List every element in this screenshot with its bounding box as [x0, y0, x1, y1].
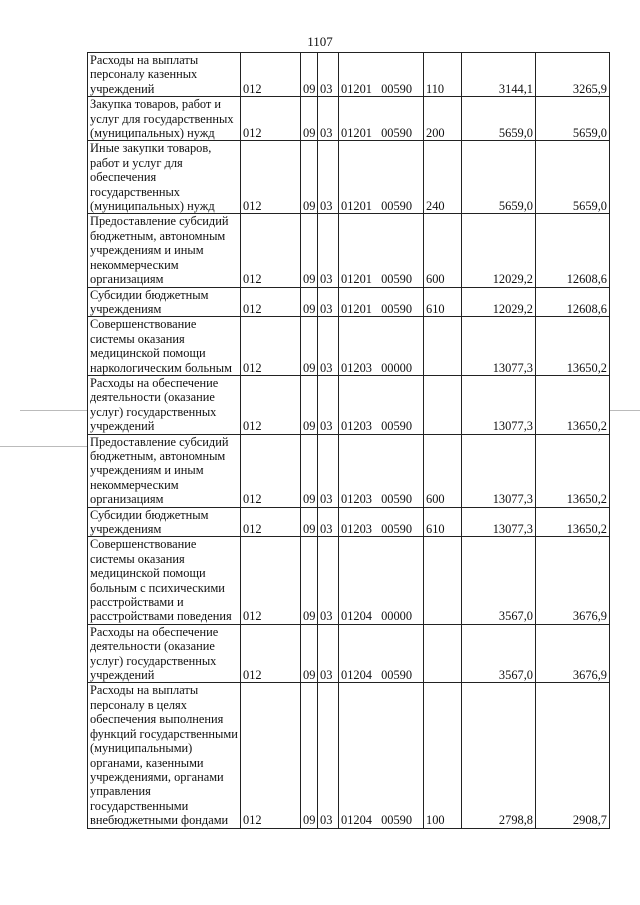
row-sum-year2: 13650,2 [536, 375, 610, 434]
row-name: Совершенствование системы оказания медицинской помощи наркологическим больным [88, 317, 241, 376]
row-subsection-code: 03 [318, 141, 339, 214]
row-section-code: 09 [301, 434, 318, 507]
row-expense-type: 610 [424, 287, 462, 317]
row-target-article: 01204 00000 [339, 537, 424, 624]
row-subsection-code: 03 [318, 317, 339, 376]
row-name: Иные закупки товаров, работ и услуг для обеспечения государственных (муниципальных) нужд [88, 141, 241, 214]
table-row [88, 375, 610, 434]
row-ved-code: 012 [241, 97, 301, 141]
row-sum-year2: 13650,2 [536, 507, 610, 537]
row-sum-year1: 5659,0 [462, 141, 536, 214]
row-subsection-code: 03 [318, 97, 339, 141]
table-row [88, 683, 610, 828]
row-target-article: 01203 00590 [339, 375, 424, 434]
table-row [88, 507, 610, 537]
row-ved-code: 012 [241, 507, 301, 537]
row-section-code: 09 [301, 683, 318, 828]
budget-table [87, 52, 610, 829]
table-row [88, 141, 610, 214]
table-row [88, 434, 610, 507]
table-row [88, 97, 610, 141]
row-subsection-code: 03 [318, 683, 339, 828]
row-sum-year1: 12029,2 [462, 287, 536, 317]
table-row [88, 53, 610, 97]
row-sum-year1: 3144,1 [462, 53, 536, 97]
row-name: Предоставление субсидий бюджетным, автономным учреждениям и иным некоммерческим организациям [88, 214, 241, 287]
row-sum-year1: 13077,3 [462, 434, 536, 507]
row-ved-code: 012 [241, 141, 301, 214]
row-name: Совершенствование системы оказания медицинской помощи больным с психическими расстройствами и расстройствами поведения [88, 537, 241, 624]
row-target-article: 01203 00000 [339, 317, 424, 376]
row-target-article: 01204 00590 [339, 624, 424, 683]
row-target-article: 01201 00590 [339, 53, 424, 97]
row-section-code: 09 [301, 537, 318, 624]
scan-artifact-line [0, 446, 88, 447]
row-sum-year2: 5659,0 [536, 97, 610, 141]
row-name: Расходы на обеспечение деятельности (оказание услуг) государственных учреждений [88, 624, 241, 683]
row-name: Расходы на обеспечение деятельности (оказание услуг) государственных учреждений [88, 375, 241, 434]
row-expense-type [424, 624, 462, 683]
row-sum-year1: 2798,8 [462, 683, 536, 828]
row-name: Закупка товаров, работ и услуг для государственных (муниципальных) нужд [88, 97, 241, 141]
row-ved-code: 012 [241, 53, 301, 97]
row-sum-year1: 3567,0 [462, 624, 536, 683]
row-sum-year1: 13077,3 [462, 507, 536, 537]
row-section-code: 09 [301, 141, 318, 214]
row-subsection-code: 03 [318, 375, 339, 434]
row-sum-year2: 13650,2 [536, 317, 610, 376]
table-row [88, 537, 610, 624]
row-sum-year2: 2908,7 [536, 683, 610, 828]
table-row [88, 287, 610, 317]
row-sum-year2: 5659,0 [536, 141, 610, 214]
row-expense-type [424, 375, 462, 434]
row-ved-code: 012 [241, 214, 301, 287]
row-target-article: 01203 00590 [339, 434, 424, 507]
row-expense-type: 600 [424, 214, 462, 287]
row-target-article: 01201 00590 [339, 287, 424, 317]
table-row [88, 317, 610, 376]
row-subsection-code: 03 [318, 537, 339, 624]
row-sum-year2: 3676,9 [536, 537, 610, 624]
row-ved-code: 012 [241, 317, 301, 376]
row-name: Субсидии бюджетным учреждениям [88, 287, 241, 317]
row-subsection-code: 03 [318, 434, 339, 507]
row-expense-type: 100 [424, 683, 462, 828]
row-subsection-code: 03 [318, 214, 339, 287]
row-subsection-code: 03 [318, 287, 339, 317]
row-section-code: 09 [301, 375, 318, 434]
row-name: Субсидии бюджетным учреждениям [88, 507, 241, 537]
row-target-article: 01203 00590 [339, 507, 424, 537]
row-ved-code: 012 [241, 434, 301, 507]
row-sum-year1: 3567,0 [462, 537, 536, 624]
row-expense-type: 110 [424, 53, 462, 97]
row-sum-year2: 12608,6 [536, 287, 610, 317]
row-target-article: 01204 00590 [339, 683, 424, 828]
table-body [88, 53, 610, 829]
row-name: Расходы на выплаты персоналу в целях обеспечения выполнения функций государственными (муниципальными) органами, казенными учреждениями, органами управления государственными внебюджетными фондами [88, 683, 241, 828]
row-expense-type [424, 317, 462, 376]
row-section-code: 09 [301, 507, 318, 537]
row-sum-year1: 5659,0 [462, 97, 536, 141]
row-sum-year1: 13077,3 [462, 317, 536, 376]
row-sum-year2: 3265,9 [536, 53, 610, 97]
row-subsection-code: 03 [318, 624, 339, 683]
row-target-article: 01201 00590 [339, 141, 424, 214]
row-expense-type [424, 537, 462, 624]
row-sum-year2: 13650,2 [536, 434, 610, 507]
table-row [88, 624, 610, 683]
row-subsection-code: 03 [318, 507, 339, 537]
row-subsection-code: 03 [318, 53, 339, 97]
scan-artifact-line [610, 410, 640, 411]
row-ved-code: 012 [241, 624, 301, 683]
row-section-code: 09 [301, 287, 318, 317]
row-ved-code: 012 [241, 537, 301, 624]
row-expense-type: 240 [424, 141, 462, 214]
row-expense-type: 610 [424, 507, 462, 537]
scan-artifact-line [20, 410, 88, 411]
row-section-code: 09 [301, 97, 318, 141]
row-target-article: 01201 00590 [339, 97, 424, 141]
row-ved-code: 012 [241, 287, 301, 317]
row-ved-code: 012 [241, 375, 301, 434]
page-number: 1107 [307, 34, 333, 49]
row-target-article: 01201 00590 [339, 214, 424, 287]
row-section-code: 09 [301, 317, 318, 376]
row-sum-year2: 12608,6 [536, 214, 610, 287]
row-ved-code: 012 [241, 683, 301, 828]
table-row [88, 214, 610, 287]
row-name: Предоставление субсидий бюджетным, автономным учреждениям и иным некоммерческим организациям [88, 434, 241, 507]
row-section-code: 09 [301, 214, 318, 287]
row-name: Расходы на выплаты персоналу казенных учреждений [88, 53, 241, 97]
row-sum-year1: 13077,3 [462, 375, 536, 434]
row-section-code: 09 [301, 53, 318, 97]
row-section-code: 09 [301, 624, 318, 683]
row-sum-year1: 12029,2 [462, 214, 536, 287]
row-expense-type: 600 [424, 434, 462, 507]
row-expense-type: 200 [424, 97, 462, 141]
row-sum-year2: 3676,9 [536, 624, 610, 683]
